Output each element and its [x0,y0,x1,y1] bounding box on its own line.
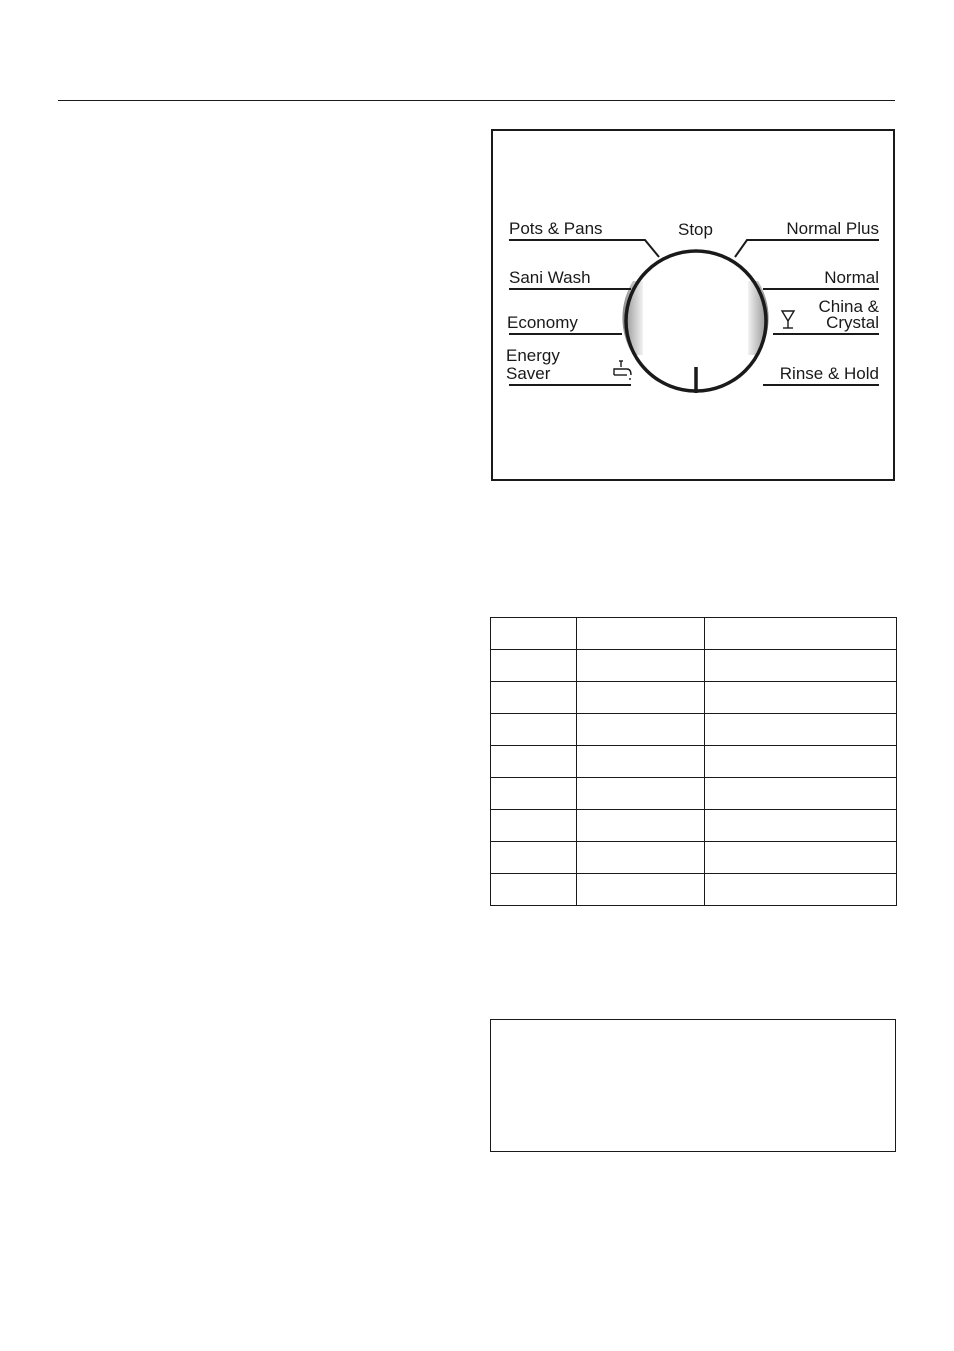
table-row [491,842,897,874]
dial-label-energy: Energy [506,346,560,365]
table-cell [705,778,897,810]
table-cell [491,778,577,810]
dial-label-pots-pans: Pots & Pans [509,219,603,238]
program-table [490,617,897,906]
table-cell [577,650,705,682]
dial-label-saver: Saver [506,364,551,383]
table-cell [705,682,897,714]
table-row [491,714,897,746]
table-cell [491,746,577,778]
dial-label-economy: Economy [507,313,578,332]
table-row [491,778,897,810]
faucet-icon [614,361,631,380]
table-cell [705,842,897,874]
table-cell [491,714,577,746]
table-cell [577,810,705,842]
table-cell [705,810,897,842]
table-cell [577,778,705,810]
dial-label-normal-plus: Normal Plus [786,219,879,238]
table-row [491,650,897,682]
table-row [491,874,897,906]
header-rule [58,100,895,101]
table-row [491,682,897,714]
table-cell [577,714,705,746]
dial-label-china: China & [818,297,879,316]
dial-label-crystal: Crystal [826,313,879,332]
table-cell [705,714,897,746]
table-cell [491,650,577,682]
table-cell [577,874,705,906]
table-cell [577,682,705,714]
table-cell [705,874,897,906]
table-row [491,618,897,650]
table-cell [705,650,897,682]
table-row [491,746,897,778]
dial-label-rinse-hold: Rinse & Hold [779,364,879,383]
dial-label-stop: Stop [678,220,713,239]
table-cell [491,810,577,842]
pots-pans-leader [509,240,659,257]
program-table-body [491,618,897,906]
dial-label-sani-wash: Sani Wash [509,268,591,287]
table-row [491,810,897,842]
table-cell [577,618,705,650]
dial-label-normal: Normal [824,268,879,287]
table-cell [491,874,577,906]
table-cell [577,842,705,874]
wine-glass-icon [782,311,794,328]
note-box [490,1019,896,1152]
program-dial-panel [491,129,895,481]
table-cell [705,746,897,778]
table-cell [491,682,577,714]
normal-plus-leader [735,240,879,257]
table-cell [577,746,705,778]
table-cell [491,842,577,874]
table-cell [705,618,897,650]
table-cell [491,618,577,650]
